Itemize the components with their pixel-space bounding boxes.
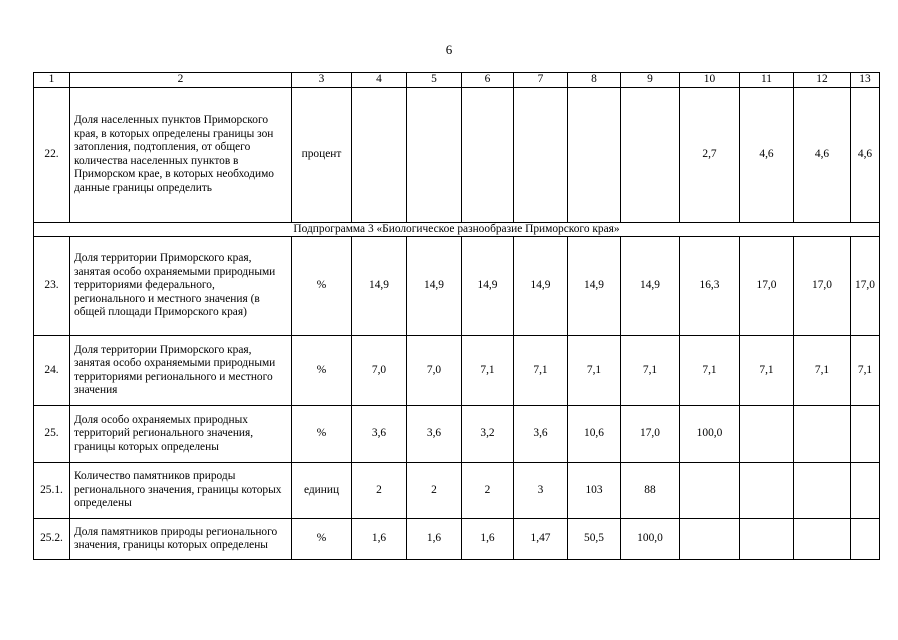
row-number: 24.	[34, 336, 70, 406]
column-header: 7	[514, 73, 568, 88]
header-row	[34, 73, 880, 88]
table-row	[34, 463, 880, 519]
column-header: 3	[292, 73, 352, 88]
table-row	[34, 406, 880, 463]
value-cell: 4,6	[794, 87, 851, 222]
subprogram-title: Подпрограмма 3 «Биологическое разнообразие Приморского края»	[34, 222, 880, 237]
value-cell: 7,0	[407, 336, 462, 406]
table-row	[34, 519, 880, 560]
indicator-name: Доля населенных пунктов Приморского края, в которых определены границы зон затопления, подтопления, от общего количества населенных пунктов в Приморском крае, в которых необходимо данные границы определить	[70, 87, 292, 222]
indicator-name: Доля памятников природы регионального значения, границы которых определены	[70, 519, 292, 560]
value-cell: 7,1	[680, 336, 740, 406]
table-row	[34, 237, 880, 336]
indicator-name: Доля особо охраняемых природных территорий регионального значения, границы которых определены	[70, 406, 292, 463]
value-cell: 3,6	[352, 406, 407, 463]
subprogram-row	[34, 222, 880, 237]
value-cell	[514, 87, 568, 222]
value-cell	[851, 519, 880, 560]
value-cell	[407, 87, 462, 222]
value-cell: 17,0	[621, 406, 680, 463]
column-header: 2	[70, 73, 292, 88]
indicators-table	[33, 72, 880, 560]
value-cell: 7,1	[621, 336, 680, 406]
unit-cell: %	[292, 237, 352, 336]
value-cell	[462, 87, 514, 222]
value-cell: 100,0	[680, 406, 740, 463]
column-header: 9	[621, 73, 680, 88]
value-cell: 1,6	[407, 519, 462, 560]
value-cell: 3,6	[407, 406, 462, 463]
value-cell: 17,0	[740, 237, 794, 336]
value-cell: 14,9	[407, 237, 462, 336]
value-cell	[794, 406, 851, 463]
column-header: 8	[568, 73, 621, 88]
value-cell: 14,9	[514, 237, 568, 336]
column-header: 12	[794, 73, 851, 88]
value-cell: 103	[568, 463, 621, 519]
value-cell: 10,6	[568, 406, 621, 463]
value-cell: 14,9	[621, 237, 680, 336]
table-row	[34, 336, 880, 406]
indicator-name: Доля территории Приморского края, занятая особо охраняемыми природными территориями федерального, регионального и местного значения (в общей площади Приморского края)	[70, 237, 292, 336]
value-cell: 7,1	[514, 336, 568, 406]
value-cell: 2	[462, 463, 514, 519]
table-row	[34, 87, 880, 222]
value-cell: 100,0	[621, 519, 680, 560]
value-cell: 88	[621, 463, 680, 519]
value-cell: 17,0	[851, 237, 880, 336]
value-cell	[740, 519, 794, 560]
value-cell: 2	[352, 463, 407, 519]
value-cell: 17,0	[794, 237, 851, 336]
value-cell	[794, 519, 851, 560]
column-header: 6	[462, 73, 514, 88]
row-number: 25.2.	[34, 519, 70, 560]
value-cell	[851, 463, 880, 519]
value-cell	[851, 406, 880, 463]
value-cell: 14,9	[462, 237, 514, 336]
value-cell: 50,5	[568, 519, 621, 560]
column-header: 1	[34, 73, 70, 88]
value-cell: 2	[407, 463, 462, 519]
value-cell	[568, 87, 621, 222]
row-number: 25.1.	[34, 463, 70, 519]
indicator-name: Количество памятников природы регионального значения, границы которых определены	[70, 463, 292, 519]
row-number: 25.	[34, 406, 70, 463]
value-cell: 7,1	[462, 336, 514, 406]
row-number: 23.	[34, 237, 70, 336]
value-cell	[680, 519, 740, 560]
value-cell: 7,1	[740, 336, 794, 406]
value-cell	[740, 463, 794, 519]
value-cell: 3,2	[462, 406, 514, 463]
value-cell	[352, 87, 407, 222]
column-header: 10	[680, 73, 740, 88]
unit-cell: %	[292, 336, 352, 406]
value-cell	[794, 463, 851, 519]
value-cell: 7,1	[794, 336, 851, 406]
value-cell: 3	[514, 463, 568, 519]
unit-cell: процент	[292, 87, 352, 222]
value-cell: 3,6	[514, 406, 568, 463]
row-number: 22.	[34, 87, 70, 222]
value-cell	[740, 406, 794, 463]
value-cell: 14,9	[568, 237, 621, 336]
value-cell: 4,6	[851, 87, 880, 222]
page-number: 6	[445, 42, 453, 57]
table-body	[34, 73, 880, 560]
value-cell: 7,1	[568, 336, 621, 406]
value-cell: 7,0	[352, 336, 407, 406]
value-cell: 2,7	[680, 87, 740, 222]
column-header: 5	[407, 73, 462, 88]
column-header: 13	[851, 73, 880, 88]
indicator-name: Доля территории Приморского края, занятая особо охраняемыми природными территориями регионального и местного значения	[70, 336, 292, 406]
value-cell: 1,6	[462, 519, 514, 560]
value-cell	[621, 87, 680, 222]
value-cell: 16,3	[680, 237, 740, 336]
value-cell: 14,9	[352, 237, 407, 336]
column-header: 4	[352, 73, 407, 88]
value-cell: 1,47	[514, 519, 568, 560]
column-header: 11	[740, 73, 794, 88]
unit-cell: единиц	[292, 463, 352, 519]
unit-cell: %	[292, 406, 352, 463]
unit-cell: %	[292, 519, 352, 560]
value-cell: 4,6	[740, 87, 794, 222]
value-cell: 7,1	[851, 336, 880, 406]
value-cell: 1,6	[352, 519, 407, 560]
value-cell	[680, 463, 740, 519]
